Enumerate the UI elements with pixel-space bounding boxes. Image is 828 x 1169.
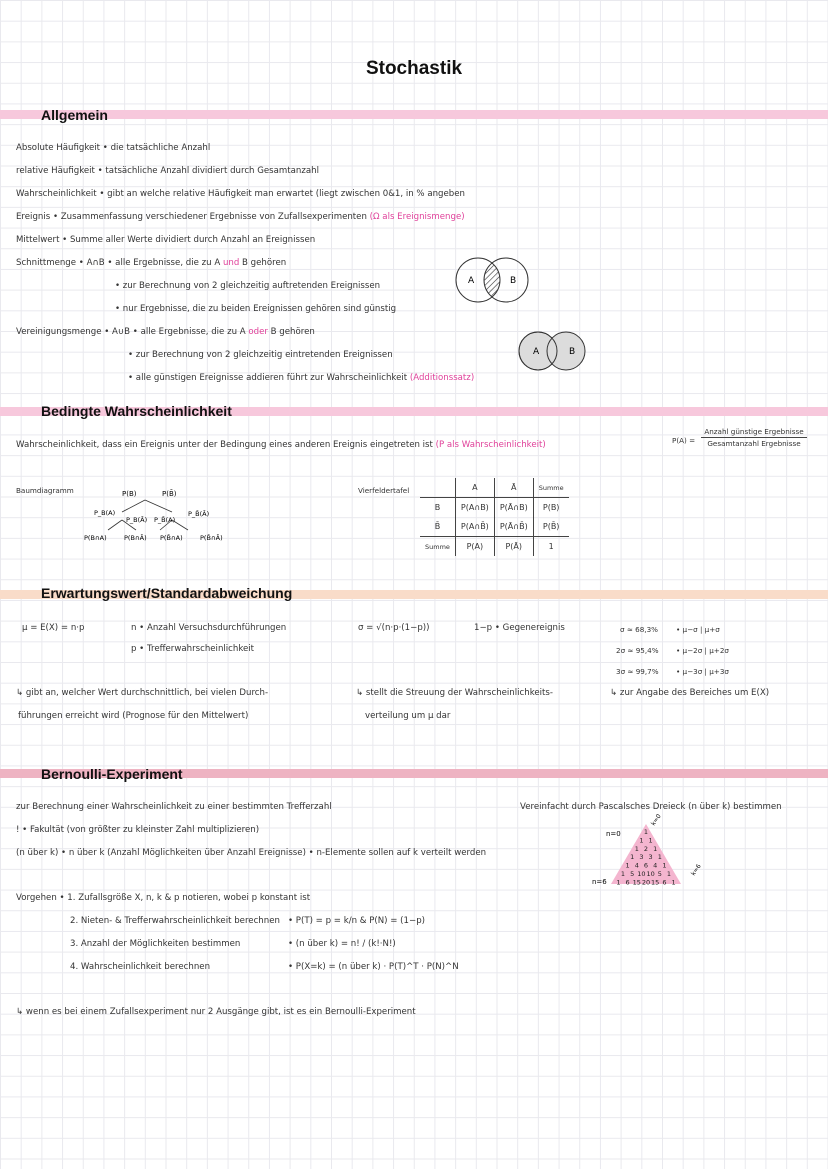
bernoulli-intro: zur Berechnung einer Wahrscheinlichkeit zu einer bestimmten Trefferzahl [16, 802, 332, 812]
tree-result-2: P(B∩Ā) [124, 534, 147, 542]
pascal-cell: 10 [646, 870, 655, 878]
pascal-cell: 15 [632, 878, 641, 887]
bedingte-definition-note: (P als Wahrscheinlichkeit) [435, 440, 546, 450]
erwartung-note-2b: verteilung um μ dar [365, 711, 451, 721]
def-ereignis-note: (Ω als Ereignismenge) [369, 212, 465, 222]
pascal-cell: 1 [671, 878, 676, 887]
section-title-erwartung: Erwartungswert/Standardabweichung [41, 585, 293, 601]
tree-pbbarabar: P_B̄(Ā) [188, 510, 210, 518]
tree-result-4: P(B̄∩Ā) [200, 534, 223, 542]
def-ereignis-text: Ereignis • Zusammenfassung verschiedener Ergebnisse von Zufallsexperimenten [16, 212, 367, 222]
pascal-cell: 1 [639, 836, 644, 845]
vt-h2: Ā [494, 478, 533, 498]
vierfeldertafel-label: Vierfeldertafel [358, 486, 410, 495]
pascal-cell: 20 [641, 878, 651, 887]
vorgehen-step-4: 4. Wahrscheinlichkeit berechnen [70, 962, 211, 972]
p-definition: p • Trefferwahrscheinlichkeit [131, 644, 255, 654]
pascal-cell: 1 [620, 870, 626, 878]
pascal-cell: 4 [653, 861, 658, 870]
def-mittelwert: Mittelwert • Summe aller Werte dividiert durch Anzahl an Ereignissen [16, 235, 316, 245]
page-title: Stochastik [365, 58, 463, 79]
sigma-2-percent: 2σ ≈ 95,4% [616, 646, 659, 655]
pascal-n0-label: n=0 [606, 830, 621, 838]
vt-r2c2: P(Ā) [494, 537, 533, 557]
def-schnittmenge [16, 258, 286, 268]
vorgehen-step-2: 2. Nieten- & Trefferwahrscheinlichkeit berechnen [70, 916, 280, 926]
vereinigung-note-1: • zur Berechnung von 2 gleichzeitig eintretenden Ereignissen [128, 350, 393, 360]
vt-r2c0: Summe [420, 537, 455, 557]
def-vereinigung-a: Vereinigungsmenge • A∪B • alle Ergebnisse, die zu A [16, 327, 246, 337]
sigma-1-percent: σ ≈ 68,3% [620, 625, 658, 634]
pascal-cell: 1 [625, 861, 630, 870]
laplace-formula-numerator: Anzahl günstige Ergebnisse [704, 427, 804, 436]
pascal-cell: 5 [657, 870, 662, 878]
pascal-cell: 6 [662, 878, 667, 887]
n-definition: n • Anzahl Versuchsdurchführungen [131, 623, 287, 633]
pascal-cell: 2 [643, 844, 649, 853]
tree-branch-b [122, 500, 145, 512]
pascal-cell: 10 [637, 870, 646, 878]
tree-result-1: P(B∩A) [84, 534, 107, 542]
tree-label: Baumdiagramm [16, 486, 74, 495]
pascal-cell: 1 [630, 853, 635, 862]
bedingte-definition-text: Wahrscheinlichkeit, dass ein Ereignis unter der Bedingung eines anderen Ereignis eingetreten ist [16, 440, 433, 450]
vt-r2c3: 1 [548, 542, 554, 551]
pascal-cell: 1 [643, 828, 649, 836]
pascal-cell: 1 [616, 878, 621, 887]
pascal-cell: 1 [653, 844, 658, 853]
probability-tree-diagram [80, 480, 250, 550]
laplace-formula-denominator: Gesamtanzahl Ergebnisse [707, 439, 801, 448]
pascal-cell: 5 [630, 870, 635, 878]
pascal-cell: 15 [651, 878, 660, 887]
sigma-2-range: • μ−2σ | μ+2σ [676, 646, 729, 655]
vt-r1c0: B̄ [420, 517, 455, 537]
def-vereinigung-oder: oder [248, 327, 268, 337]
section-band-allgemein [0, 110, 828, 119]
section-title-bernoulli: Bernoulli-Experiment [41, 766, 183, 782]
vierfeldertafel-row-b [420, 498, 569, 518]
laplace-formula-label: P(A) = [672, 436, 696, 445]
pascal-k0-label: k=0 [649, 813, 663, 828]
def-schnittmenge-a: Schnittmenge • A∩B • alle Ergebnisse, die zu A [16, 258, 221, 268]
def-ereignis [16, 212, 465, 222]
pascal-k6-label: k=6 [689, 863, 703, 878]
vereinigung-note-2 [128, 373, 474, 383]
vereinigung-note-2-text: • alle günstigen Ereignisse addieren führt zur Wahrscheinlichkeit [128, 373, 408, 383]
erwartungswert-formula: μ = E(X) = n·p [22, 623, 85, 633]
pascal-cell: 1 [666, 870, 672, 878]
vt-h3: Summe [533, 478, 568, 498]
venn-intersection-diagram [448, 254, 538, 308]
vt-r0c3: P(B) [542, 503, 560, 512]
binomial-coefficient-def: (n über k) • n über k (Anzahl Möglichkeiten über Anzahl Ereignisse) • n-Elemente sollen auf k verteilt werden [16, 848, 487, 858]
pascal-title: Vereinfacht durch Pascalsches Dreieck (n über k) bestimmen [520, 802, 782, 812]
pascal-cell: 1 [657, 853, 662, 862]
tree-pba: P_B(A) [94, 509, 116, 517]
vt-r2c1: P(A) [455, 537, 494, 557]
def-schnittmenge-c: B gehören [242, 258, 287, 268]
vierfeldertafel-row-summe [420, 537, 569, 557]
erwartung-note-1b: führungen erreicht wird (Prognose für den Mittelwert) [18, 711, 249, 721]
pascal-cell: 1 [648, 836, 653, 845]
vorgehen-step-3-formula: • (n über k) = n! / (k!·N!) [288, 939, 396, 949]
tree-result-3: P(B̄∩A) [160, 534, 183, 542]
sigma-3-percent: 3σ ≈ 99,7% [616, 667, 659, 676]
laplace-fraction-bar [701, 437, 807, 438]
vt-r1c2: P(Ā∩B̄) [494, 517, 533, 537]
pascal-cell: 6 [625, 878, 630, 887]
vt-r1c1: P(A∩B̄) [455, 517, 494, 537]
vorgehen-step-3: 3. Anzahl der Möglichkeiten bestimmen [70, 939, 241, 949]
def-schnittmenge-und: und [222, 258, 240, 268]
erwartung-note-1a: ↳ gibt an, welcher Wert durchschnittlich, bei vielen Durch- [16, 688, 269, 698]
vt-r0c1: P(A∩B) [455, 498, 494, 518]
venn-label-a: A [468, 276, 475, 286]
tree-pbbara: P_B̄(A) [154, 516, 176, 524]
venn-union-label-b: B [569, 347, 576, 357]
pascal-cell: 6 [643, 861, 649, 870]
tree-branch-bbar [145, 500, 172, 512]
vierfeldertafel-table [420, 478, 569, 556]
venn-union-label-a: A [533, 347, 540, 357]
pascal-cell: 1 [662, 861, 667, 870]
vorgehen-step-1: Vorgehen • 1. Zufallsgröße X, n, k & p notieren, wobei p konstant ist [16, 893, 311, 903]
tree-pb: P(B) [122, 490, 137, 498]
schnitt-note-1: • zur Berechnung von 2 gleichzeitig auftretenden Ereignissen [115, 281, 381, 291]
def-relative: relative Häufigkeit • tatsächliche Anzahl dividiert durch Gesamtanzahl [16, 166, 319, 176]
section-title-allgemein: Allgemein [41, 107, 108, 123]
bedingte-definition [16, 440, 546, 450]
vierfeldertafel-row-bbar [420, 517, 569, 537]
vorgehen-step-4-formula: • P(X=k) = (n über k) · P(T)^T · P(N)^N [288, 962, 459, 972]
schnitt-note-2: • nur Ergebnisse, die zu beiden Ereignissen gehören sind günstig [115, 304, 397, 314]
pascal-cell: 1 [634, 844, 639, 853]
sigma-1-range: • μ−σ | μ+σ [676, 625, 720, 634]
additionssatz-label: (Additionssatz) [409, 373, 475, 383]
venn-label-b: B [510, 276, 517, 286]
tree-pbbar: P(B̄) [162, 490, 177, 498]
venn-union-diagram [514, 327, 594, 375]
bernoulli-conclusion: ↳ wenn es bei einem Zufallsexperiment nur 2 Ausgänge gibt, ist es ein Bernoulli-Experiment [16, 1007, 416, 1017]
sigma-formula: σ = √(n·p·(1−p)) [358, 623, 430, 633]
erwartung-note-3: ↳ zur Angabe des Bereiches um E(X) [610, 688, 770, 698]
pascal-cell: 3 [639, 853, 644, 862]
def-vereinigung-c: B gehören [270, 327, 315, 337]
gegenereignis-def: 1−p • Gegenereignis [474, 623, 565, 633]
tree-pbabar: P_B(Ā) [126, 516, 148, 524]
section-title-bedingte: Bedingte Wahrscheinlichkeit [41, 403, 232, 419]
venn-union-circle-b [547, 332, 585, 370]
def-vereinigung [16, 327, 315, 337]
vorgehen-step-2-formula: • P(T) = p = k/n & P(N) = (1−p) [288, 916, 426, 926]
vt-h0 [420, 478, 455, 498]
vierfeldertafel-header-row [420, 478, 569, 498]
vt-r0c0: B [420, 498, 455, 518]
def-wahrscheinlichkeit: Wahrscheinlichkeit • gibt an welche relative Häufigkeit man erwartet (liegt zwischen 0&1, in % angeben [16, 189, 465, 199]
erwartung-note-2a: ↳ stellt die Streuung der Wahrscheinlichkeits- [356, 688, 553, 698]
fakultaet-def: ! • Fakultät (von größter zu kleinster Zahl multiplizieren) [16, 825, 260, 835]
vt-r1c3: P(B̄) [533, 517, 568, 537]
sigma-3-range: • μ−3σ | μ+3σ [676, 667, 729, 676]
tree-branch-ba [108, 520, 122, 530]
pascal-triangle [590, 812, 720, 892]
def-absolute: Absolute Häufigkeit • die tatsächliche Anzahl [16, 143, 211, 153]
vt-h1: A [455, 478, 494, 498]
pascal-cell: 4 [634, 861, 639, 870]
vt-r0c2: P(Ā∩B) [494, 498, 533, 518]
pascal-cell: 3 [648, 853, 653, 862]
pascal-n6-label: n=6 [592, 878, 607, 886]
